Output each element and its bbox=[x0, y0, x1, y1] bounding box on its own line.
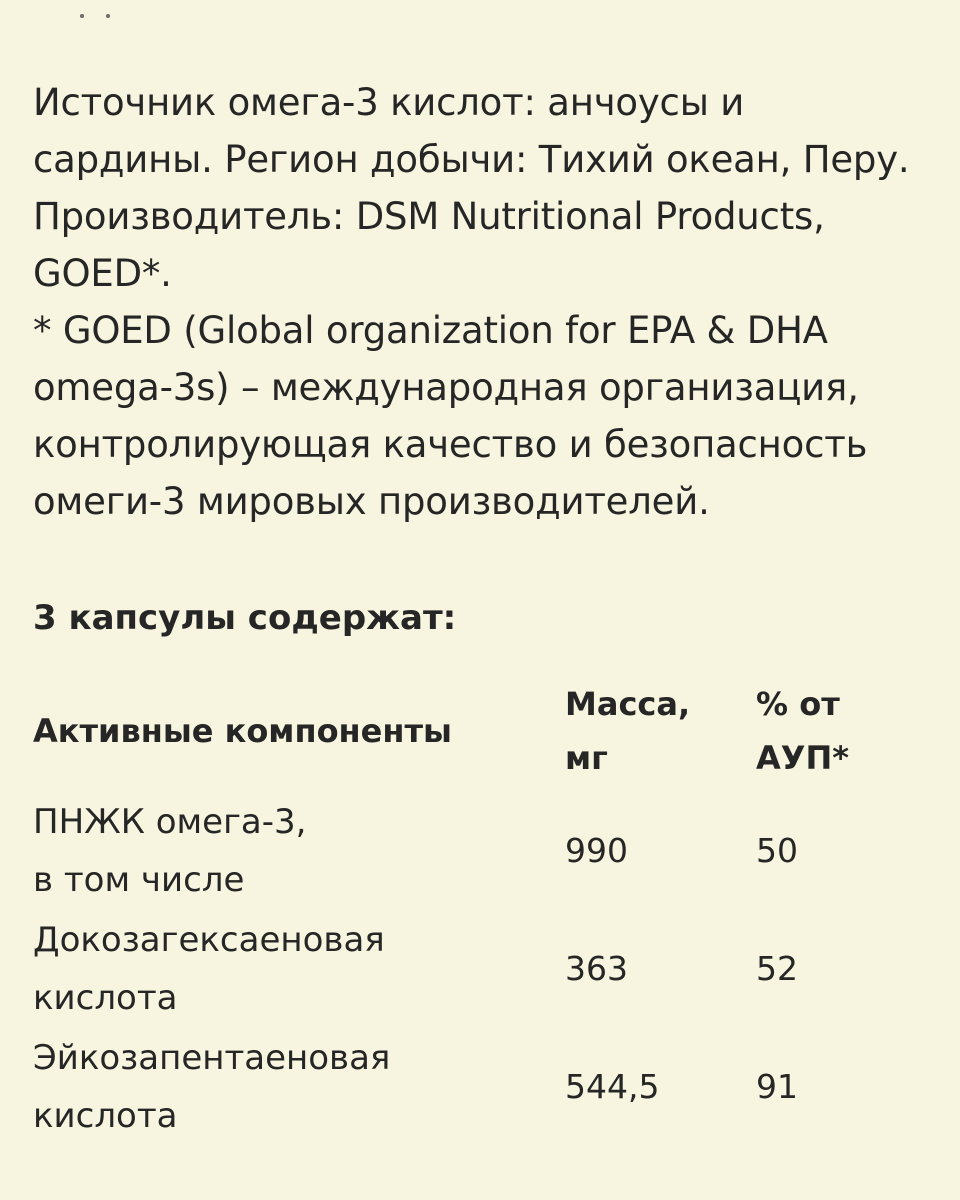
row-name-line-1: Эйкозапентаеновая bbox=[33, 1038, 391, 1078]
row-rdi: 52 bbox=[756, 949, 798, 988]
section-title: 3 капсулы содержат: bbox=[33, 598, 457, 639]
intro-line-6: omega-3s) – международная организация, bbox=[33, 366, 859, 409]
intro-line-5: * GOED (Global organization for EPA & DHA bbox=[33, 309, 828, 352]
top-decoration bbox=[80, 8, 140, 24]
header-active-components: Активные компоненты bbox=[33, 712, 452, 750]
nutrition-table bbox=[33, 670, 913, 1146]
row-name-line-1: ПНЖК омега-3, bbox=[33, 802, 307, 842]
header-mass-line-2: мг bbox=[565, 739, 608, 777]
table-row bbox=[33, 1028, 913, 1146]
row-rdi: 91 bbox=[756, 1067, 798, 1106]
intro-line-8: омеги-3 мировых производителей. bbox=[33, 480, 710, 523]
header-rdi bbox=[748, 677, 913, 785]
row-name-line-1: Докозагексаеновая bbox=[33, 920, 385, 960]
intro-line-1: Источник омега-3 кислот: анчоусы и bbox=[33, 81, 745, 124]
row-name bbox=[33, 793, 553, 909]
header-rdi-line-1: % от bbox=[756, 685, 840, 723]
row-name bbox=[33, 1029, 553, 1145]
row-mass: 544,5 bbox=[565, 1067, 660, 1106]
intro-line-4: GOED*. bbox=[33, 252, 172, 295]
dot-2 bbox=[106, 14, 110, 18]
intro-line-3: Производитель: DSM Nutritional Products, bbox=[33, 195, 825, 238]
table-row bbox=[33, 792, 913, 910]
row-name-line-2: в том числе bbox=[33, 860, 245, 900]
row-rdi: 50 bbox=[756, 831, 798, 870]
header-mass bbox=[553, 677, 748, 785]
intro-line-7: контролирующая качество и безопасность bbox=[33, 423, 868, 466]
header-rdi-line-2: АУП* bbox=[756, 739, 849, 777]
table-row bbox=[33, 910, 913, 1028]
row-name-line-2: кислота bbox=[33, 1096, 178, 1136]
dot-1 bbox=[80, 14, 84, 18]
row-mass: 990 bbox=[565, 831, 628, 870]
row-mass: 363 bbox=[565, 949, 628, 988]
intro-text bbox=[33, 74, 943, 530]
row-name bbox=[33, 911, 553, 1027]
table-header-row bbox=[33, 670, 913, 792]
intro-line-2: сардины. Регион добычи: Тихий океан, Перу. bbox=[33, 138, 910, 181]
header-mass-line-1: Масса, bbox=[565, 685, 691, 723]
row-name-line-2: кислота bbox=[33, 978, 178, 1018]
